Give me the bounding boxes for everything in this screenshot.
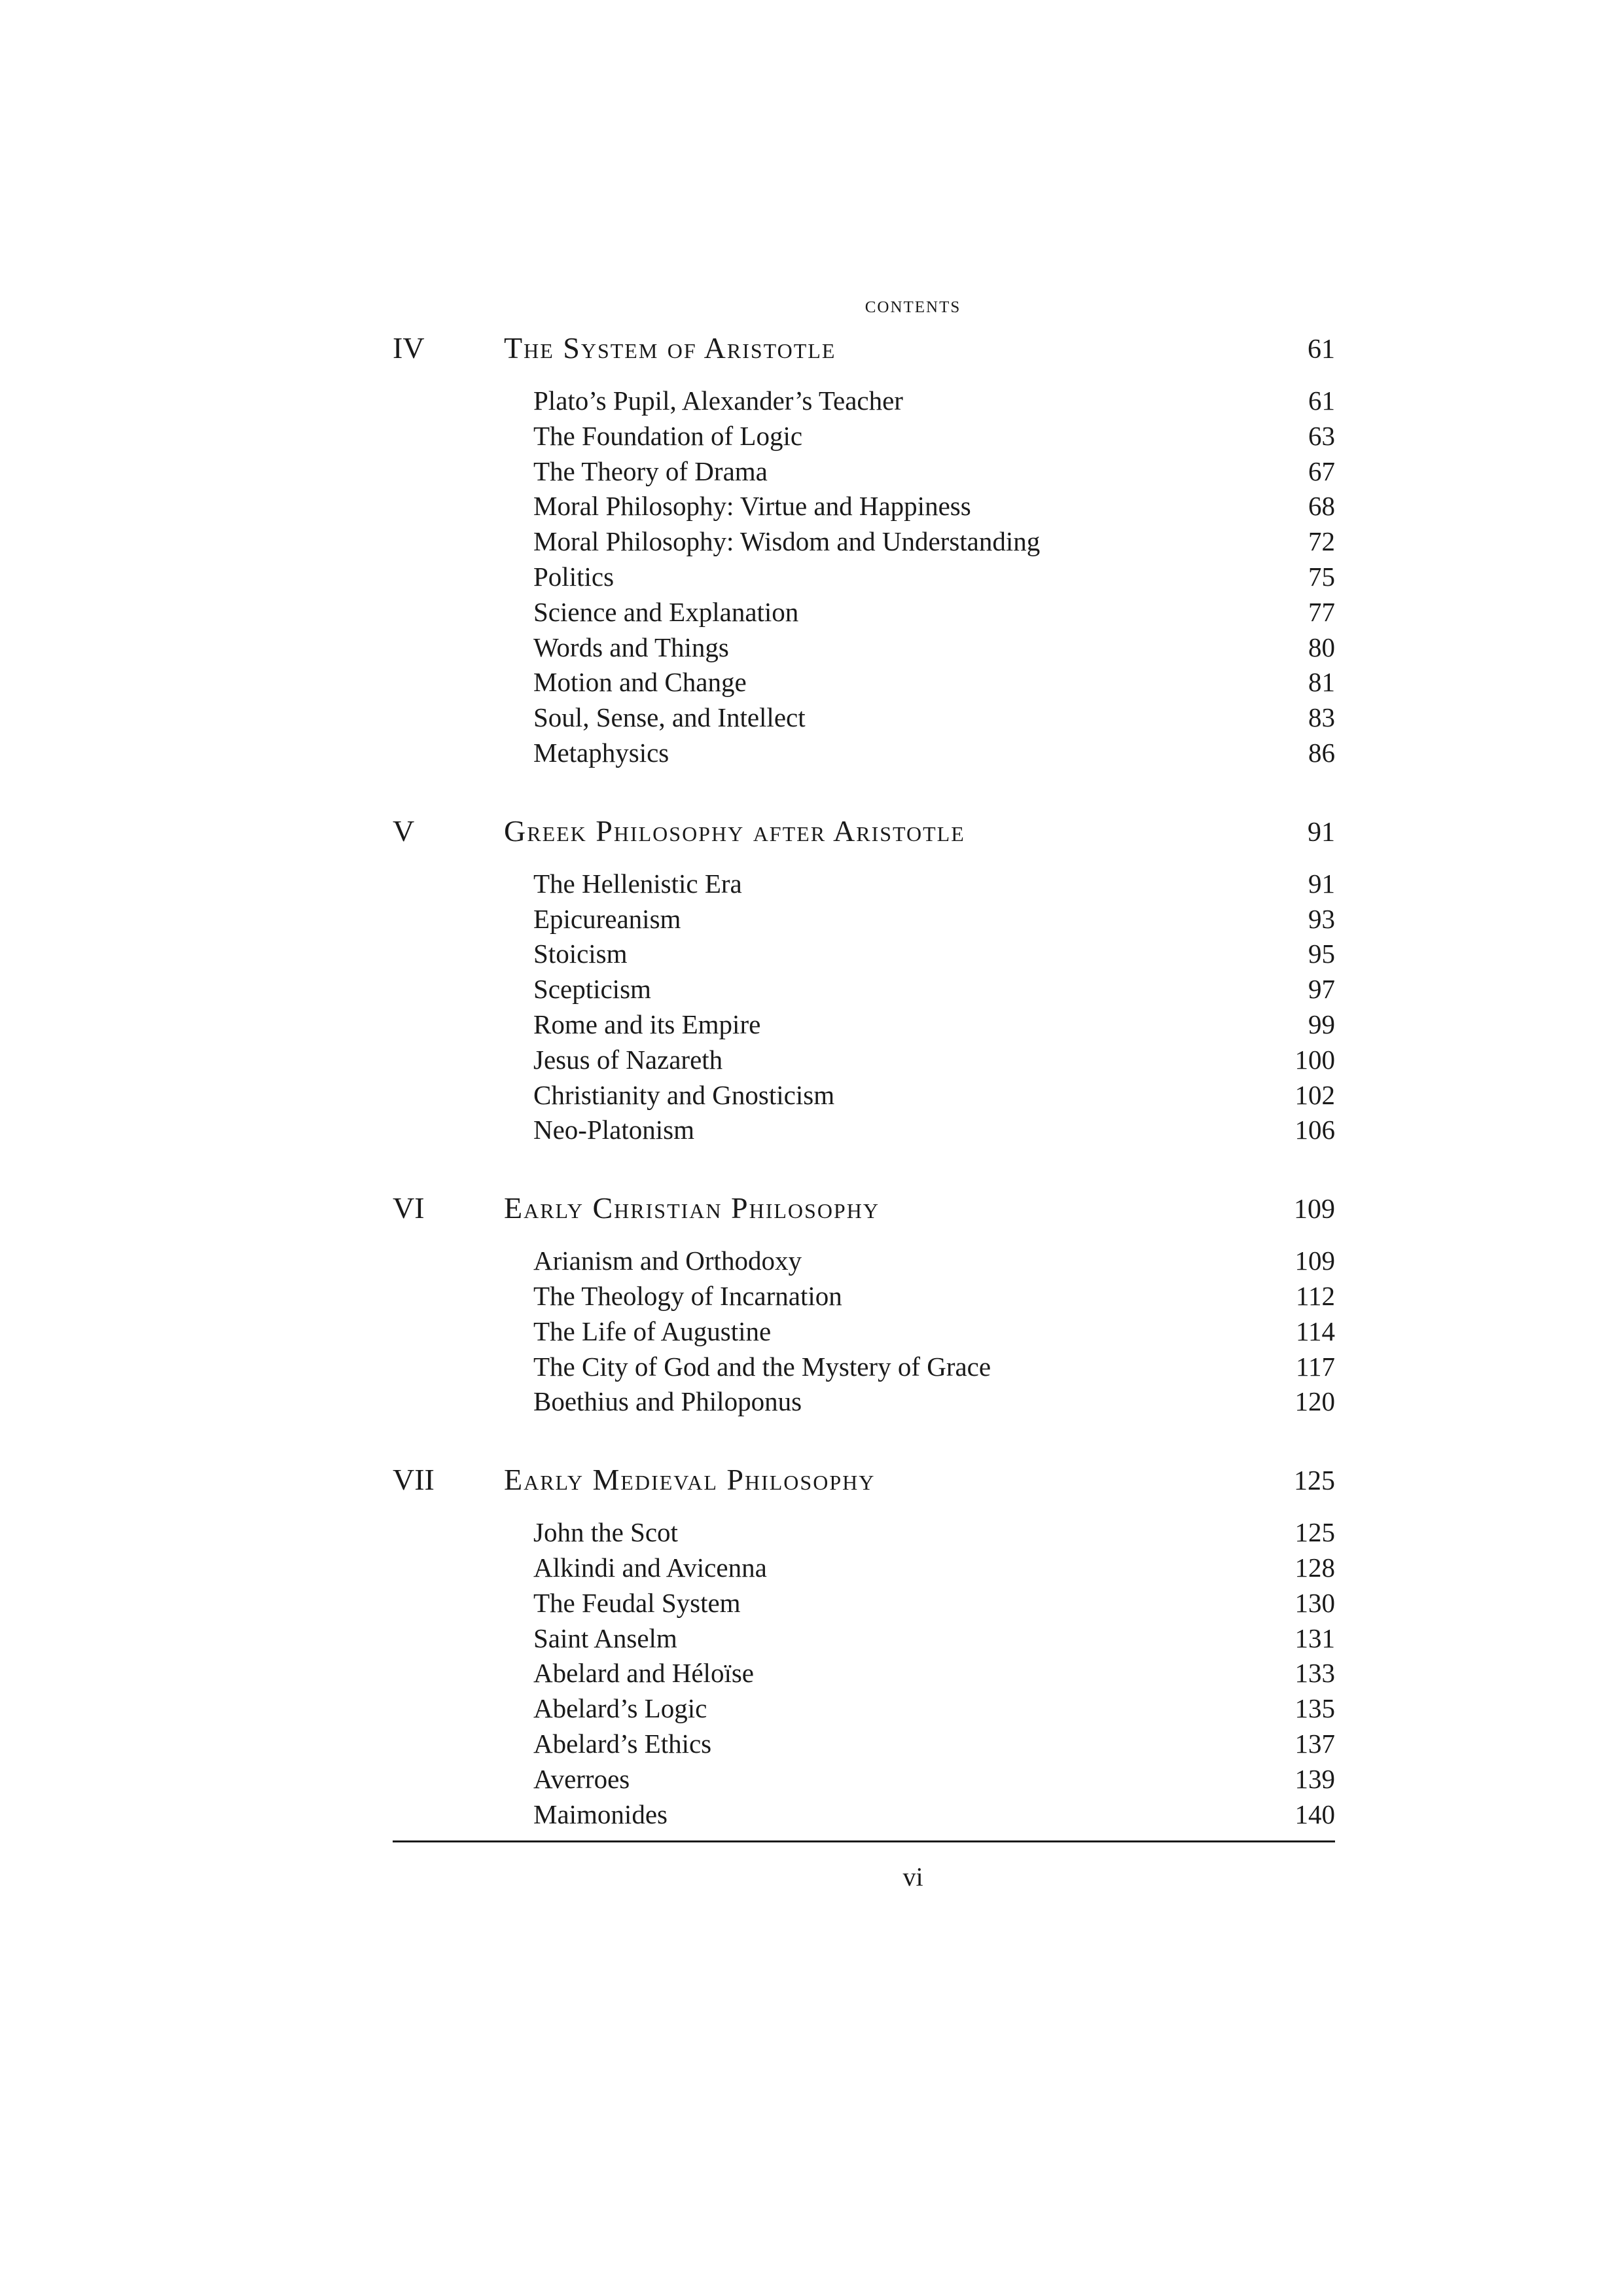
section-entry: [393, 419, 1335, 454]
section-entry: [393, 1797, 1335, 1833]
chapter-entry: [393, 1181, 1335, 1236]
section-page-number: 133: [1294, 1658, 1335, 1689]
section-title: Politics: [533, 561, 615, 592]
section-entry: [393, 489, 1335, 524]
chapter-number: VII: [393, 1463, 435, 1497]
section-entry: [393, 736, 1335, 771]
section-page-number: 102: [1294, 1079, 1335, 1110]
chapter-number: VI: [393, 1191, 425, 1225]
table-of-contents: [393, 321, 1335, 1832]
section-page-number: 100: [1294, 1044, 1335, 1075]
chapter-block: [393, 1452, 1335, 1832]
chapter-title: Early Medieval Philosophy: [504, 1463, 876, 1497]
section-entry: [393, 867, 1335, 902]
section-title: Words and Things: [533, 632, 729, 662]
section-page-number: 86: [1308, 737, 1335, 768]
section-title: Abelard’s Ethics: [533, 1728, 712, 1759]
section-page-number: 91: [1308, 868, 1335, 899]
chapter-entry: [393, 1452, 1335, 1507]
section-title: Maimonides: [533, 1799, 668, 1829]
section-entry: [393, 1279, 1335, 1314]
section-page-number: 112: [1296, 1280, 1335, 1311]
section-entry: [393, 1244, 1335, 1279]
section-entry: [393, 902, 1335, 937]
section-entry: [393, 1762, 1335, 1797]
section-entry: [393, 700, 1335, 736]
section-title: Stoicism: [533, 939, 628, 969]
section-entry: [393, 1007, 1335, 1043]
section-page-number: 106: [1294, 1115, 1335, 1145]
section-entry: [393, 560, 1335, 595]
section-page-number: 81: [1308, 667, 1335, 698]
section-page-number: 130: [1294, 1587, 1335, 1618]
section-page-number: 117: [1296, 1351, 1335, 1382]
section-entry: [393, 1551, 1335, 1586]
section-title: Averroes: [533, 1763, 630, 1794]
section-entry: [393, 937, 1335, 972]
chapter-number: IV: [393, 331, 425, 365]
section-page-number: 120: [1294, 1386, 1335, 1417]
section-list: [393, 1244, 1335, 1420]
footer-rule: [393, 1840, 1335, 1842]
section-title: Metaphysics: [533, 737, 669, 768]
section-title: Scepticism: [533, 974, 651, 1005]
section-page-number: 93: [1308, 903, 1335, 934]
section-title: Neo-Platonism: [533, 1115, 694, 1145]
section-title: Science and Explanation: [533, 596, 799, 627]
section-page-number: 139: [1294, 1763, 1335, 1794]
section-page-number: 128: [1294, 1552, 1335, 1583]
section-page-number: 80: [1308, 632, 1335, 662]
section-title: The Theology of Incarnation: [533, 1280, 842, 1311]
section-entry: [393, 1113, 1335, 1148]
chapter-number: V: [393, 814, 415, 848]
section-page-number: 83: [1308, 702, 1335, 733]
section-entry: [393, 1043, 1335, 1078]
chapter-page-number: 61: [1308, 334, 1335, 365]
chapter-entry: [393, 804, 1335, 859]
section-title: Arianism and Orthodoxy: [533, 1246, 802, 1276]
section-title: Soul, Sense, and Intellect: [533, 702, 806, 733]
section-title: The City of God and the Mystery of Grace: [533, 1351, 991, 1382]
section-page-number: 99: [1308, 1009, 1335, 1039]
section-entry: [393, 630, 1335, 666]
section-title: The Theory of Drama: [533, 456, 768, 486]
chapter-page-number: 125: [1294, 1466, 1335, 1497]
section-page-number: 140: [1294, 1799, 1335, 1829]
chapter-title: Greek Philosophy after Aristotle: [504, 814, 965, 848]
section-page-number: 125: [1294, 1517, 1335, 1548]
section-title: Moral Philosophy: Virtue and Happiness: [533, 491, 971, 522]
section-title: Alkindi and Avicenna: [533, 1552, 767, 1583]
section-page-number: 72: [1308, 526, 1335, 557]
section-title: Moral Philosophy: Wisdom and Understanding: [533, 526, 1041, 557]
section-page-number: 95: [1308, 939, 1335, 969]
section-page-number: 131: [1294, 1623, 1335, 1653]
chapter-page-number: 91: [1308, 817, 1335, 848]
section-title: The Life of Augustine: [533, 1316, 772, 1346]
chapter-title: The System of Aristotle: [504, 331, 836, 365]
section-title: Plato’s Pupil, Alexander’s Teacher: [533, 386, 903, 416]
section-page-number: 114: [1296, 1316, 1335, 1346]
section-entry: [393, 1515, 1335, 1551]
section-title: Rome and its Empire: [533, 1009, 761, 1039]
section-title: Epicureanism: [533, 903, 681, 934]
section-entry: [393, 1078, 1335, 1113]
running-head: contents: [865, 291, 961, 317]
section-entry: [393, 665, 1335, 700]
chapter-title: Early Christian Philosophy: [504, 1191, 880, 1225]
section-entry: [393, 1656, 1335, 1691]
section-entry: [393, 454, 1335, 490]
chapter-block: [393, 804, 1335, 1148]
section-entry: [393, 1586, 1335, 1621]
section-entry: [393, 595, 1335, 630]
section-entry: [393, 1350, 1335, 1385]
section-title: Abelard’s Logic: [533, 1693, 707, 1724]
section-page-number: 61: [1308, 386, 1335, 416]
contents-page: [393, 288, 1335, 1865]
chapter-entry: [393, 321, 1335, 376]
section-title: The Hellenistic Era: [533, 868, 742, 899]
chapter-page-number: 109: [1294, 1194, 1335, 1225]
section-entry: [393, 1727, 1335, 1762]
section-page-number: 67: [1308, 456, 1335, 486]
section-entry: [393, 972, 1335, 1007]
section-title: Jesus of Nazareth: [533, 1044, 723, 1075]
section-page-number: 63: [1308, 420, 1335, 451]
section-title: Boethius and Philoponus: [533, 1386, 802, 1417]
section-list: [393, 1515, 1335, 1832]
section-title: The Foundation of Logic: [533, 420, 803, 451]
section-title: Saint Anselm: [533, 1623, 677, 1653]
section-page-number: 109: [1294, 1246, 1335, 1276]
section-entry: [393, 1621, 1335, 1657]
section-title: Abelard and Héloïse: [533, 1658, 754, 1689]
section-page-number: 97: [1308, 974, 1335, 1005]
section-entry: [393, 1314, 1335, 1350]
section-entry: [393, 1384, 1335, 1420]
section-page-number: 68: [1308, 491, 1335, 522]
chapter-block: [393, 321, 1335, 771]
section-page-number: 135: [1294, 1693, 1335, 1724]
section-entry: [393, 524, 1335, 560]
section-list: [393, 867, 1335, 1148]
section-title: John the Scot: [533, 1517, 678, 1548]
section-entry: [393, 384, 1335, 419]
section-list: [393, 384, 1335, 771]
section-page-number: 137: [1294, 1728, 1335, 1759]
section-title: The Feudal System: [533, 1587, 741, 1618]
section-page-number: 75: [1308, 561, 1335, 592]
section-title: Christianity and Gnosticism: [533, 1079, 835, 1110]
section-page-number: 77: [1308, 596, 1335, 627]
section-entry: [393, 1691, 1335, 1727]
page-number: vi: [902, 1862, 923, 1892]
chapter-block: [393, 1181, 1335, 1420]
section-title: Motion and Change: [533, 667, 747, 698]
